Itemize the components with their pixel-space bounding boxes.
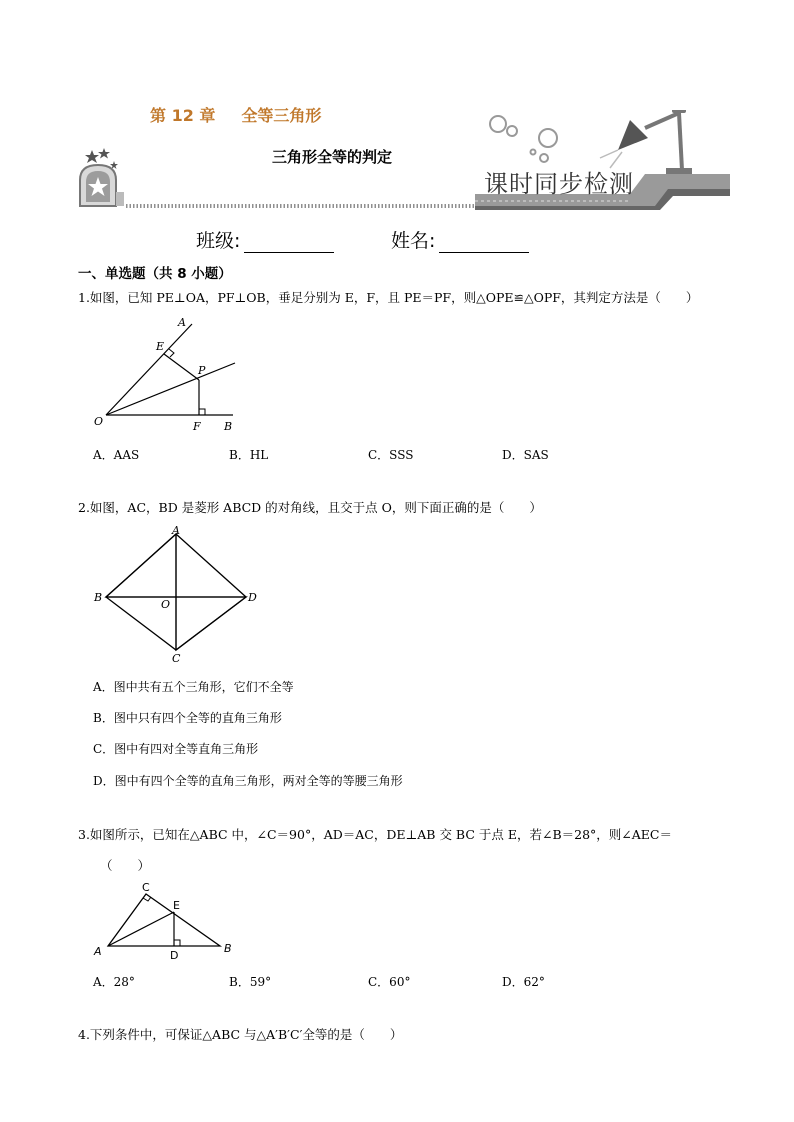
question-1-diagram	[85, 312, 245, 434]
label-d: D	[170, 949, 179, 962]
question-2-option-b[interactable]: B．图中只有四个全等的直角三角形	[93, 711, 282, 725]
question-4-text: 4.下列条件中，可保证△ABC 与△A′B′C′全等的是（ ）	[78, 1027, 403, 1042]
label-p: P	[198, 364, 206, 377]
label-b: B	[224, 942, 232, 955]
label-a: A	[172, 524, 180, 537]
class-label: 班级:	[196, 230, 241, 252]
question-1-text: 1.如图，已知 PE⊥OA，PF⊥OB，垂足分别为 E，F，且 PE＝PF，则△OPE≌△OPF，其判定方法是（ ）	[78, 290, 699, 305]
question-3-option-c[interactable]: C．60°	[368, 975, 411, 989]
question-1-option-b[interactable]: B．HL	[229, 448, 269, 462]
question-1-option-c[interactable]: C．SSS	[368, 448, 414, 462]
banner-text: 课时同步检测	[484, 170, 634, 198]
label-e: E	[173, 899, 180, 912]
question-3-option-d[interactable]: D．62°	[502, 975, 545, 989]
label-a: A	[178, 316, 186, 329]
chapter-title: 全等三角形	[241, 106, 322, 125]
name-field[interactable]	[391, 226, 529, 253]
label-c: C	[172, 652, 181, 665]
question-2-text: 2.如图，AC，BD 是菱形 ABCD 的对角线，且交于点 O，则下面正确的是（ ）	[78, 500, 542, 515]
label-e: E	[156, 340, 165, 353]
label-d: D	[248, 591, 257, 604]
question-1-option-a[interactable]: A．AAS	[93, 448, 140, 462]
lesson-title: 三角形全等的判定	[272, 148, 393, 166]
name-label: 姓名:	[391, 230, 436, 252]
question-2-option-a[interactable]: A．图中共有五个三角形，它们不全等	[93, 680, 294, 694]
label-b: B	[94, 591, 103, 604]
question-2-diagram	[90, 524, 265, 666]
label-c: C	[142, 881, 150, 894]
question-2-option-d[interactable]: D．图中有四个全等的直角三角形，两对全等的等腰三角形	[93, 774, 403, 788]
question-2-option-c[interactable]: C．图中有四对全等直角三角形	[93, 742, 259, 756]
label-b: B	[224, 420, 233, 433]
question-3-diagram	[90, 876, 240, 962]
label-a: A	[94, 945, 102, 958]
question-3-text-line2: （ ）	[100, 858, 151, 873]
header-banner-graphic	[70, 110, 730, 215]
chapter-number: 第 12 章	[150, 106, 216, 125]
question-1-option-d[interactable]: D．SAS	[502, 448, 549, 462]
section-title: 一、单选题（共 8 小题）	[78, 266, 232, 282]
star-badge-icon	[80, 148, 124, 206]
label-o: O	[161, 598, 171, 611]
class-blank[interactable]	[244, 236, 334, 253]
name-blank[interactable]	[439, 236, 529, 253]
class-field[interactable]	[196, 226, 334, 253]
question-3-option-a[interactable]: A．28°	[93, 975, 135, 989]
bubble-decor-icon	[490, 116, 557, 162]
question-3-text-line1: 3.如图所示，已知在△ABC 中，∠C＝90°，AD＝AC，DE⊥AB 交 BC 于点 E，若∠B＝28°，则∠AEC＝	[78, 827, 672, 842]
label-o: O	[94, 415, 104, 428]
question-3-option-b[interactable]: B．59°	[229, 975, 272, 989]
label-f: F	[193, 420, 201, 433]
